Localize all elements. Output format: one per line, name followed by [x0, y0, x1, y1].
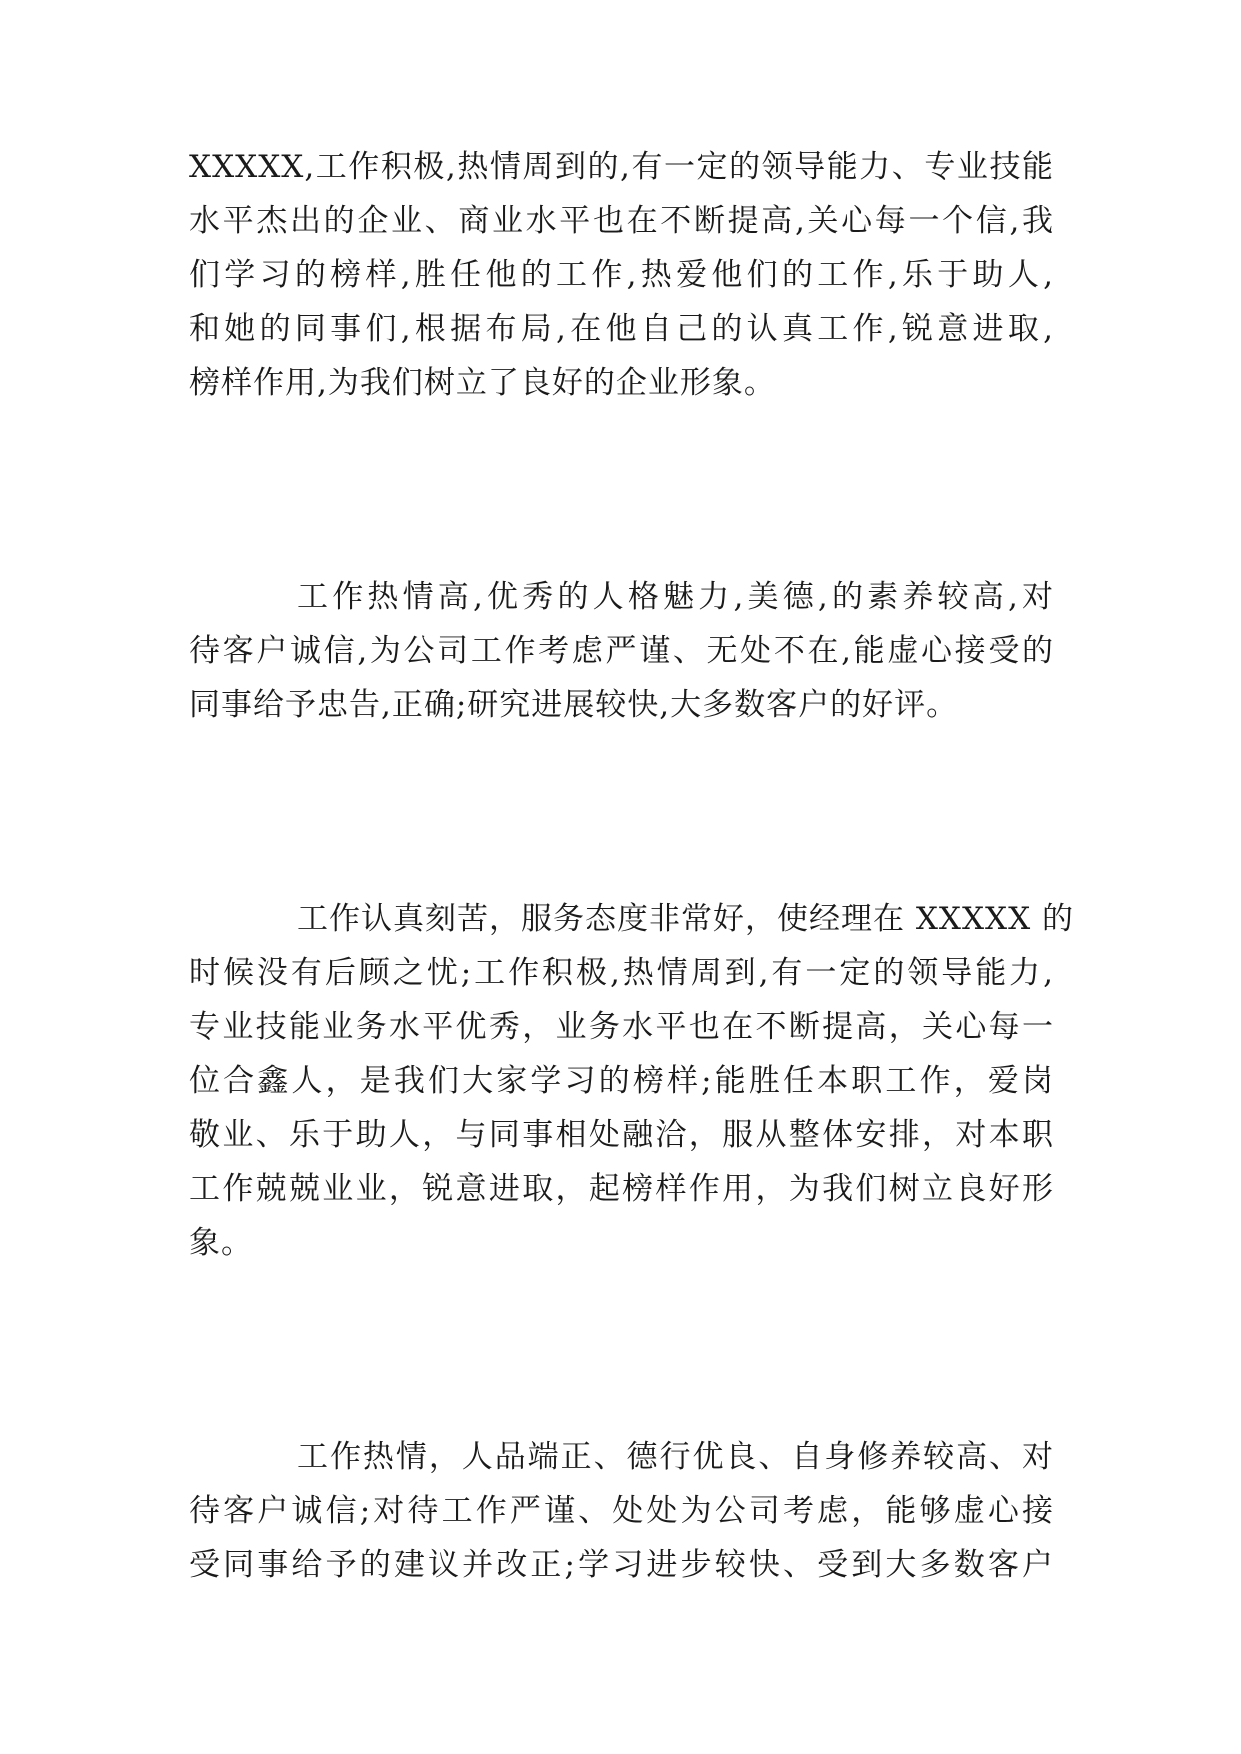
paragraph-line: 敬业、乐于助人，与同事相处融洽，服从整体安排，对本职 [189, 1117, 1054, 1153]
paragraph-line: 待客户诚信;对待工作严谨、处处为公司考虑，能够虚心接 [189, 1493, 1054, 1529]
paragraph-line: 同事给予忠告,正确;研究进展较快,大多数客户的好评。 [189, 687, 959, 723]
paragraph-line: 待客户诚信,为公司工作考虑严谨、无处不在,能虚心接受的 [189, 633, 1054, 669]
paragraph-line: 位合鑫人，是我们大家学习的榜样;能胜任本职工作，爱岗 [189, 1063, 1054, 1099]
paragraph-line: 水平杰出的企业、商业水平也在不断提高,关心每一个信,我 [189, 203, 1054, 239]
paragraph-line: 工作热情高,优秀的人格魅力,美德,的素养较高,对 [297, 579, 1054, 615]
paragraph-line: 和她的同事们,根据布局,在他自己的认真工作,锐意进取, [189, 311, 1054, 347]
paragraph-line: XXXXX,工作积极,热情周到的,有一定的领导能力、专业技能 [189, 149, 1054, 185]
paragraph-line: 榜样作用,为我们树立了良好的企业形象。 [189, 365, 776, 401]
paragraph-line: 专业技能业务水平优秀，业务水平也在不断提高，关心每一 [189, 1009, 1054, 1045]
paragraph-line: 受同事给予的建议并改正;学习进步较快、受到大多数客户 [189, 1547, 1054, 1583]
paragraph-line: 工作兢兢业业，锐意进取，起榜样作用，为我们树立良好形 [189, 1171, 1054, 1207]
paragraph-line: 象。 [189, 1225, 253, 1261]
paragraph-line: 时候没有后顾之忧;工作积极,热情周到,有一定的领导能力, [189, 955, 1054, 991]
paragraph-line: 工作热情，人品端正、德行优良、自身修养较高、对 [297, 1439, 1054, 1475]
paragraph-line: 们学习的榜样,胜任他的工作,热爱他们的工作,乐于助人, [189, 257, 1054, 293]
paragraph-line: 工作认真刻苦，服务态度非常好，使经理在 XXXXX 的 [297, 901, 1075, 937]
